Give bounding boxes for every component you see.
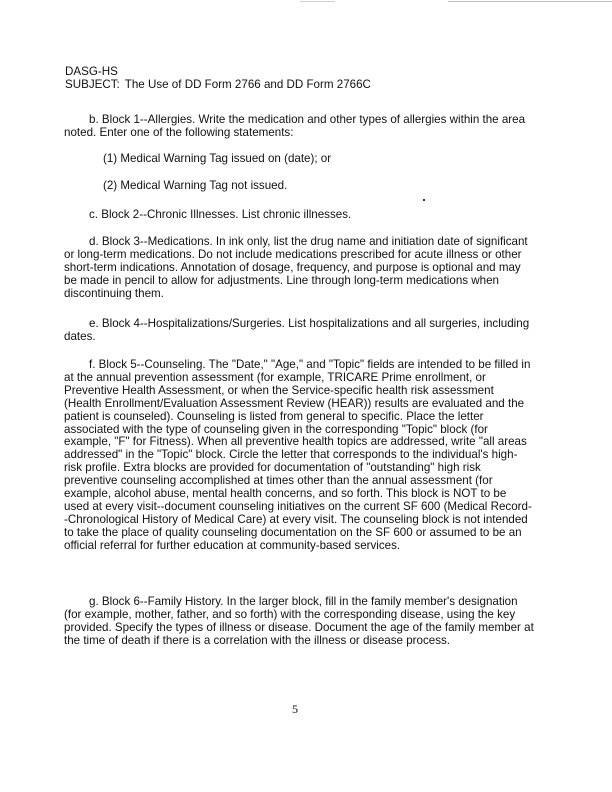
memo-header xyxy=(65,66,371,92)
paragraph-b-allergies xyxy=(64,114,534,140)
subject-text: The Use of DD Form 2766 and DD Form 2766C xyxy=(124,77,371,91)
paragraph-text: c. Block 2--Chronic Illnesses. List chronic illnesses. xyxy=(89,208,352,221)
paragraph-text: e. Block 4--Hospitalizations/Surgeries. List hospitalizations and all surgeries, including dates. xyxy=(64,317,530,343)
office-symbol: DASG-HS xyxy=(65,65,118,78)
paragraph-f-counseling xyxy=(64,359,534,553)
paragraph-d-medications xyxy=(64,236,534,301)
allergy-statement-1: (1) Medical Warning Tag issued on (date); or xyxy=(103,152,332,165)
page-number: 5 xyxy=(292,702,298,716)
paragraph-g-family-history xyxy=(64,596,534,648)
subject-label: SUBJECT: xyxy=(65,77,120,91)
paragraph-text: g. Block 6--Family History. In the larger block, fill in the family member's designation (for example, mother, father, and so forth) with the corresponding disease, using the key provided. Specify the types of illness or disease. Document the age of the family member at the time of death if there is a correlation with the illness or disease process. xyxy=(64,595,534,647)
paragraph-text: f. Block 5--Counseling. The "Date," "Age," and "Topic" fields are intended to be filled in at the annual prevention assessment (for example, TRICARE Prime enrollment, or Preventive Health Assessment, or when the Service-specific health risk assessment (Health Enrollment/Evaluation Assessment Review (HEAR)) results are evaluated and the patient is counseled). Counseling is listed from general to specific. Place the letter associated with the type of counseling given in the corresponding "Topic" block (for example, "F" for Fitness). When all preventive health topics are addressed, write "all areas addressed" in the "Topic" block. Circle the letter that corresponds to the individual's high-risk profile. Extra blocks are provided for documentation of "outstanding" high risk preventive counseling accomplished at times other than the annual assessment (for example, alcohol abuse, mental health concerns, and so forth. This block is NOT to be used at every visit--document counseling initiatives on the current SF 600 (Medical Record--Chronological History of Medical Care) at every visit. The counseling block is not intended to take the place of quality counseling documentation on the SF 600 or assumed to be an official referral for further education at community-based services. xyxy=(64,358,532,552)
subject-line xyxy=(65,79,371,92)
allergy-statement-2: (2) Medical Warning Tag not issued. xyxy=(103,179,288,192)
scan-artifact-line xyxy=(300,1,335,2)
paragraph-text: d. Block 3--Medications. In ink only, list the drug name and initiation date of significant or long-term medications. Do not include medications prescribed for acute illness or other short-term indications. Annotation of dosage, frequency, and purpose is optional and may be made in pencil to allow for adjustments. Line through long-term medications when discontinuing them. xyxy=(64,235,528,300)
paragraph-e-hospitalizations xyxy=(64,318,534,344)
scan-artifact-line xyxy=(448,1,612,2)
paragraph-c-chronic-illnesses xyxy=(64,209,534,222)
scan-speck xyxy=(423,199,425,201)
paragraph-text: b. Block 1--Allergies. Write the medication and other types of allergies within the area noted. Enter one of the following statements: xyxy=(64,113,526,139)
